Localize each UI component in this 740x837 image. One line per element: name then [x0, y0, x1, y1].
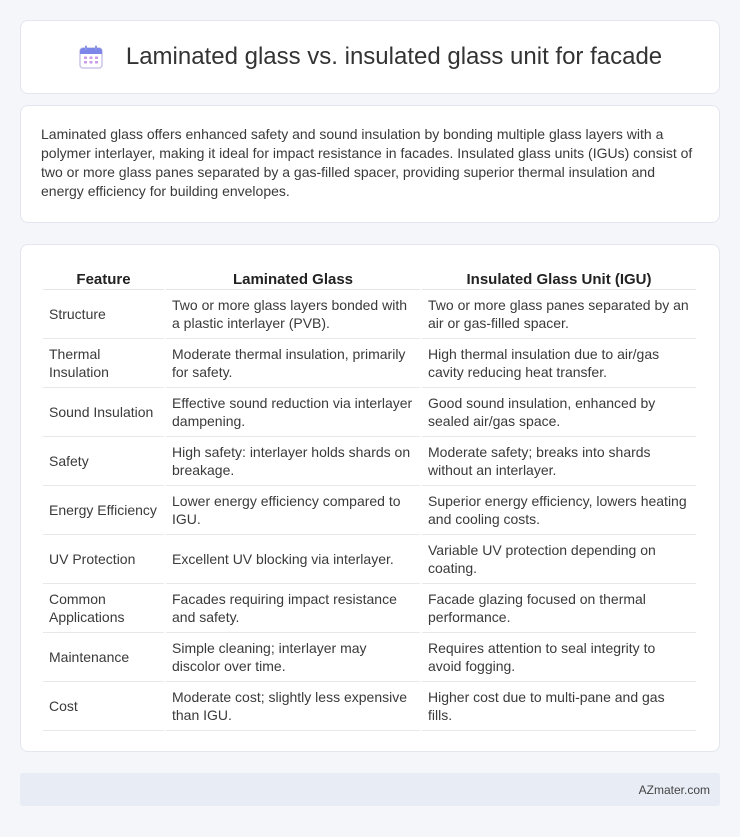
feature-cell: Cost	[43, 682, 164, 731]
laminated-cell: Facades requiring impact resistance and safety.	[166, 584, 420, 633]
laminated-cell: Moderate cost; slightly less expensive than IGU.	[166, 682, 420, 731]
comparison-table	[41, 265, 698, 731]
header	[78, 43, 662, 71]
header-igu: Insulated Glass Unit (IGU)	[422, 265, 696, 290]
table-row	[43, 682, 696, 731]
laminated-cell: High safety: interlayer holds shards on breakage.	[166, 437, 420, 486]
feature-cell: Common Applications	[43, 584, 164, 633]
laminated-cell: Two or more glass layers bonded with a plastic interlayer (PVB).	[166, 290, 420, 339]
igu-cell: Variable UV protection depending on coating.	[422, 535, 696, 584]
header-feature: Feature	[43, 265, 164, 290]
feature-cell: UV Protection	[43, 535, 164, 584]
feature-cell: Structure	[43, 290, 164, 339]
intro-text: Laminated glass offers enhanced safety and sound insulation by bonding multiple glass layers with a polymer interlayer, making it ideal for impact resistance in facades. Insulated glass units (IGUs) consist of two or more glass panes separated by a gas-filled spacer, providing superior thermal insulation and energy efficiency for building envelopes.	[41, 126, 693, 199]
table-row	[43, 486, 696, 535]
igu-cell: Superior energy efficiency, lowers heating and cooling costs.	[422, 486, 696, 535]
footer-brand-link[interactable]: AZmater.com	[638, 782, 710, 797]
table-row	[43, 633, 696, 682]
igu-cell: High thermal insulation due to air/gas cavity reducing heat transfer.	[422, 339, 696, 388]
page-title: Laminated glass vs. insulated glass unit for facade	[125, 43, 663, 70]
igu-cell: Higher cost due to multi-pane and gas fills.	[422, 682, 696, 731]
igu-cell: Facade glazing focused on thermal performance.	[422, 584, 696, 633]
feature-cell: Energy Efficiency	[43, 486, 164, 535]
header-laminated: Laminated Glass	[166, 265, 420, 290]
table-row	[43, 339, 696, 388]
comparison-card	[20, 244, 720, 752]
header-card	[20, 20, 720, 94]
igu-cell: Two or more glass panes separated by an air or gas-filled spacer.	[422, 290, 696, 339]
table-header-row	[43, 265, 696, 290]
table-row	[43, 584, 696, 633]
footer	[20, 773, 720, 806]
table-row	[43, 290, 696, 339]
laminated-cell: Excellent UV blocking via interlayer.	[166, 535, 420, 584]
intro-card	[20, 105, 720, 223]
laminated-cell: Moderate thermal insulation, primarily for safety.	[166, 339, 420, 388]
laminated-cell: Effective sound reduction via interlayer dampening.	[166, 388, 420, 437]
igu-cell: Moderate safety; breaks into shards without an interlayer.	[422, 437, 696, 486]
table-row	[43, 388, 696, 437]
laminated-cell: Simple cleaning; interlayer may discolor over time.	[166, 633, 420, 682]
feature-cell: Maintenance	[43, 633, 164, 682]
table-row	[43, 437, 696, 486]
feature-cell: Sound Insulation	[43, 388, 164, 437]
feature-cell: Safety	[43, 437, 164, 486]
feature-cell: Thermal Insulation	[43, 339, 164, 388]
igu-cell: Good sound insulation, enhanced by sealed air/gas space.	[422, 388, 696, 437]
calendar-icon	[78, 44, 104, 70]
igu-cell: Requires attention to seal integrity to avoid fogging.	[422, 633, 696, 682]
table-row	[43, 535, 696, 584]
laminated-cell: Lower energy efficiency compared to IGU.	[166, 486, 420, 535]
